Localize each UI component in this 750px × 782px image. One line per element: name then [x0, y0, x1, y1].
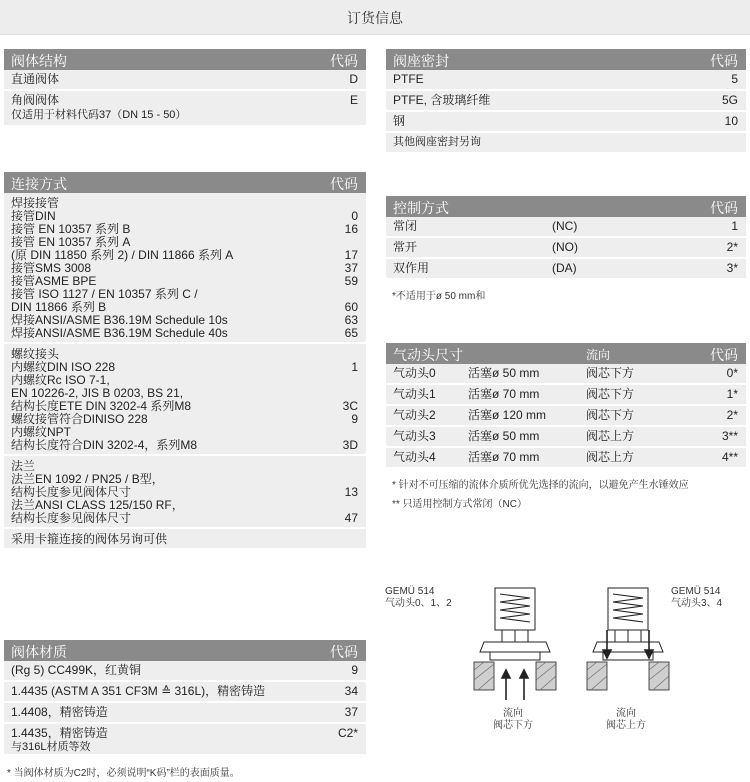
row-code: 37: [344, 705, 358, 719]
row-code: 65: [344, 326, 358, 340]
row-value: 3**: [721, 429, 738, 443]
row-code: 1: [351, 360, 358, 374]
table-row: [386, 364, 746, 385]
row-code: 5G: [721, 93, 738, 107]
row-label: EN 10226-2, JIS B 0203, BS 21,: [11, 386, 184, 400]
actuator-footnote-1: * 针对不可压缩的流体介质所优先选择的流向，以避免产生水锤效应: [392, 480, 689, 491]
row-label: 角阀阀体: [11, 93, 60, 107]
row-code: 0: [351, 209, 358, 223]
row-mode: (NC): [552, 219, 578, 233]
row-code: 2*: [726, 240, 738, 254]
header-code: 代码: [330, 644, 358, 660]
table-row: [386, 238, 746, 259]
row-label: 常开: [393, 240, 418, 254]
row-label: 螺纹接管符合DINISO 228: [11, 412, 148, 426]
header-title: 连接方式: [11, 176, 67, 192]
table-row: [4, 70, 366, 91]
table-row-group: [4, 529, 366, 550]
row-code: 17: [344, 248, 358, 262]
row-code: 47: [344, 511, 358, 525]
row-piston: 活塞ø 120 mm: [468, 408, 547, 422]
row-label: 结构长度参见阀体尺寸: [11, 485, 132, 499]
row-label: 焊接ANSI/ASME B36.19M Schedule 40s: [11, 326, 228, 340]
row-label: 法兰EN 1092 / PN25 / B型，: [11, 472, 164, 486]
row-code: 3*: [726, 261, 738, 275]
row-sublabel: 与316L材质等效: [11, 741, 91, 753]
table-header: [386, 49, 746, 70]
header-flow: 流向: [586, 348, 611, 362]
row-label: 气动头0: [393, 366, 436, 380]
row-label: 采用卡箍连接的阀体另询可供: [11, 532, 168, 546]
table-row: [4, 703, 366, 724]
header-code: 代码: [710, 347, 738, 363]
page-title-bar: [0, 0, 750, 35]
table-row: [386, 112, 746, 133]
row-code: 1: [731, 219, 738, 233]
row-label: 螺纹接头: [11, 347, 60, 361]
row-label: DIN 11866 系列 B: [11, 300, 107, 314]
table-row: [386, 70, 746, 91]
row-value: 1*: [726, 387, 738, 401]
row-label: 接管ASME BPE: [11, 274, 97, 288]
row-label: 1.4435 (ASTM A 351 CF3M ≙ 316L)，精密铸造: [11, 684, 266, 698]
row-value: 0*: [726, 366, 738, 380]
row-label: 内螺纹Rc ISO 7-1,: [11, 373, 110, 387]
row-value: 2*: [726, 408, 738, 422]
figure-right-caption: 流向 阀芯上方: [606, 708, 646, 731]
valve-diagram-flow-below: [470, 580, 560, 705]
row-piston: 活塞ø 50 mm: [468, 429, 540, 443]
table-header: [4, 49, 366, 70]
row-code: 37: [344, 261, 358, 275]
row-label: 气动头1: [393, 387, 436, 401]
figure-right-title: GEMÜ 514 气动头3、4: [671, 586, 723, 609]
row-label: (原 DIN 11850 系列 2) / DIN 11866 系列 A: [11, 248, 234, 262]
row-label: 焊接接管: [11, 196, 60, 210]
row-code: 5: [731, 72, 738, 86]
control-function-table: [386, 196, 746, 280]
row-label: 焊接ANSI/ASME B36.19M Schedule 10s: [11, 313, 228, 327]
row-label: 结构长度符合DIN 3202-4，系列M8: [11, 438, 198, 452]
row-code: 13: [344, 485, 358, 499]
row-label: 接管 EN 10357 系列 A: [11, 235, 131, 249]
row-label: 气动头2: [393, 408, 436, 422]
table-header: [4, 640, 366, 661]
row-label: PTFE, 含玻璃纤维: [393, 93, 491, 107]
row-label: 结构长度参见阀体尺寸: [11, 511, 132, 525]
table-header: [386, 196, 746, 217]
row-label: 接管 ISO 1127 / EN 10357 系列 C /: [11, 287, 198, 301]
table-row: [4, 724, 366, 756]
row-code: 34: [344, 684, 358, 698]
material-table: [4, 640, 366, 756]
row-label: 1.4435，精密铸造: [11, 726, 108, 740]
header-title: 气动头尺寸: [393, 347, 463, 363]
row-label: 1.4408，精密铸造: [11, 705, 108, 719]
header-title: 控制方式: [393, 200, 449, 216]
row-piston: 活塞ø 70 mm: [468, 387, 540, 401]
row-label: 法兰ANSI CLASS 125/150 RF，: [11, 498, 184, 512]
row-piston: 活塞ø 50 mm: [468, 366, 540, 380]
header-code: 代码: [330, 53, 358, 69]
row-mode: (DA): [552, 261, 577, 275]
row-label: 钢: [393, 114, 406, 128]
table-row: [386, 133, 746, 154]
row-code: E: [349, 93, 358, 107]
table-row: [386, 406, 746, 427]
table-row: [386, 91, 746, 112]
actuator-size-table: [386, 343, 746, 469]
row-code: 3D: [342, 438, 358, 452]
control-footnote: *不适用于ø 50 mm和: [392, 291, 486, 302]
table-header: [4, 172, 366, 193]
header-title: 阀体结构: [11, 53, 67, 69]
row-label: 内螺纹DIN ISO 228: [11, 360, 116, 374]
row-code: 10: [724, 114, 738, 128]
row-code: 59: [344, 274, 358, 288]
row-code: 9: [351, 412, 358, 426]
row-flow: 阀芯下方: [586, 408, 635, 422]
table-row: [4, 682, 366, 703]
header-code: 代码: [710, 200, 738, 216]
row-label: 接管DIN: [11, 209, 56, 223]
row-label: 接管 EN 10357 系列 B: [11, 222, 131, 236]
table-row: [386, 427, 746, 448]
row-label: 法兰: [11, 459, 36, 473]
row-label: 气动头3: [393, 429, 436, 443]
table-row-group: [4, 456, 366, 529]
row-value: 4**: [721, 450, 738, 464]
row-label: 结构长度ETE DIN 3202-4 系列M8: [11, 399, 192, 413]
table-row: [386, 385, 746, 406]
table-row-group: [4, 344, 366, 456]
page-title: 订货信息: [347, 10, 403, 26]
seat-seal-table: [386, 49, 746, 154]
row-label: 气动头4: [393, 450, 436, 464]
actuator-footnote-2: ** 只适用控制方式常闭（NC）: [392, 499, 528, 510]
row-mode: (NO): [552, 240, 578, 254]
row-code: 9: [351, 663, 358, 677]
table-row: [386, 217, 746, 238]
row-code: 3C: [342, 399, 358, 413]
body-design-table: [4, 49, 366, 127]
table-row: [386, 448, 746, 469]
row-flow: 阀芯下方: [586, 387, 635, 401]
table-header: [386, 343, 746, 364]
row-code: D: [349, 72, 358, 86]
header-title: 阀座密封: [393, 53, 449, 69]
table-row: [4, 91, 366, 127]
row-label: PTFE: [393, 72, 424, 86]
row-label: 内螺纹NPT: [11, 425, 72, 439]
row-code: C2*: [337, 726, 358, 740]
table-row: [4, 661, 366, 682]
row-label: 其他阀座密封另询: [393, 136, 481, 148]
figure-left-title: GEMÜ 514 气动头0、1、2: [385, 586, 452, 609]
row-label: 接管SMS 3008: [11, 261, 92, 275]
table-row-group: [4, 193, 366, 344]
connection-table: [4, 172, 366, 550]
row-piston: 活塞ø 70 mm: [468, 450, 540, 464]
valve-diagram-flow-above: [583, 580, 673, 705]
row-flow: 阀芯下方: [586, 366, 635, 380]
row-code: 60: [344, 300, 358, 314]
row-label: 双作用: [393, 261, 430, 275]
figure-left-caption: 流向 阀芯下方: [493, 708, 533, 731]
row-label: (Rg 5) CC499K，红黄铜: [11, 663, 142, 677]
row-flow: 阀芯上方: [586, 450, 635, 464]
table-row: [386, 259, 746, 280]
row-code: 16: [344, 222, 358, 236]
header-code: 代码: [330, 176, 358, 192]
material-footnote: * 当阀体材质为C2时，必须说明“K码”栏的表面质量。: [7, 768, 240, 779]
row-code: 63: [344, 313, 358, 327]
row-sublabel: 仅适用于材料代码37（DN 15 - 50）: [11, 109, 187, 121]
row-label: 常闭: [393, 219, 418, 233]
header-title: 阀体材质: [11, 644, 67, 660]
header-code: 代码: [710, 53, 738, 69]
row-flow: 阀芯上方: [586, 429, 635, 443]
row-label: 直通阀体: [11, 72, 60, 86]
